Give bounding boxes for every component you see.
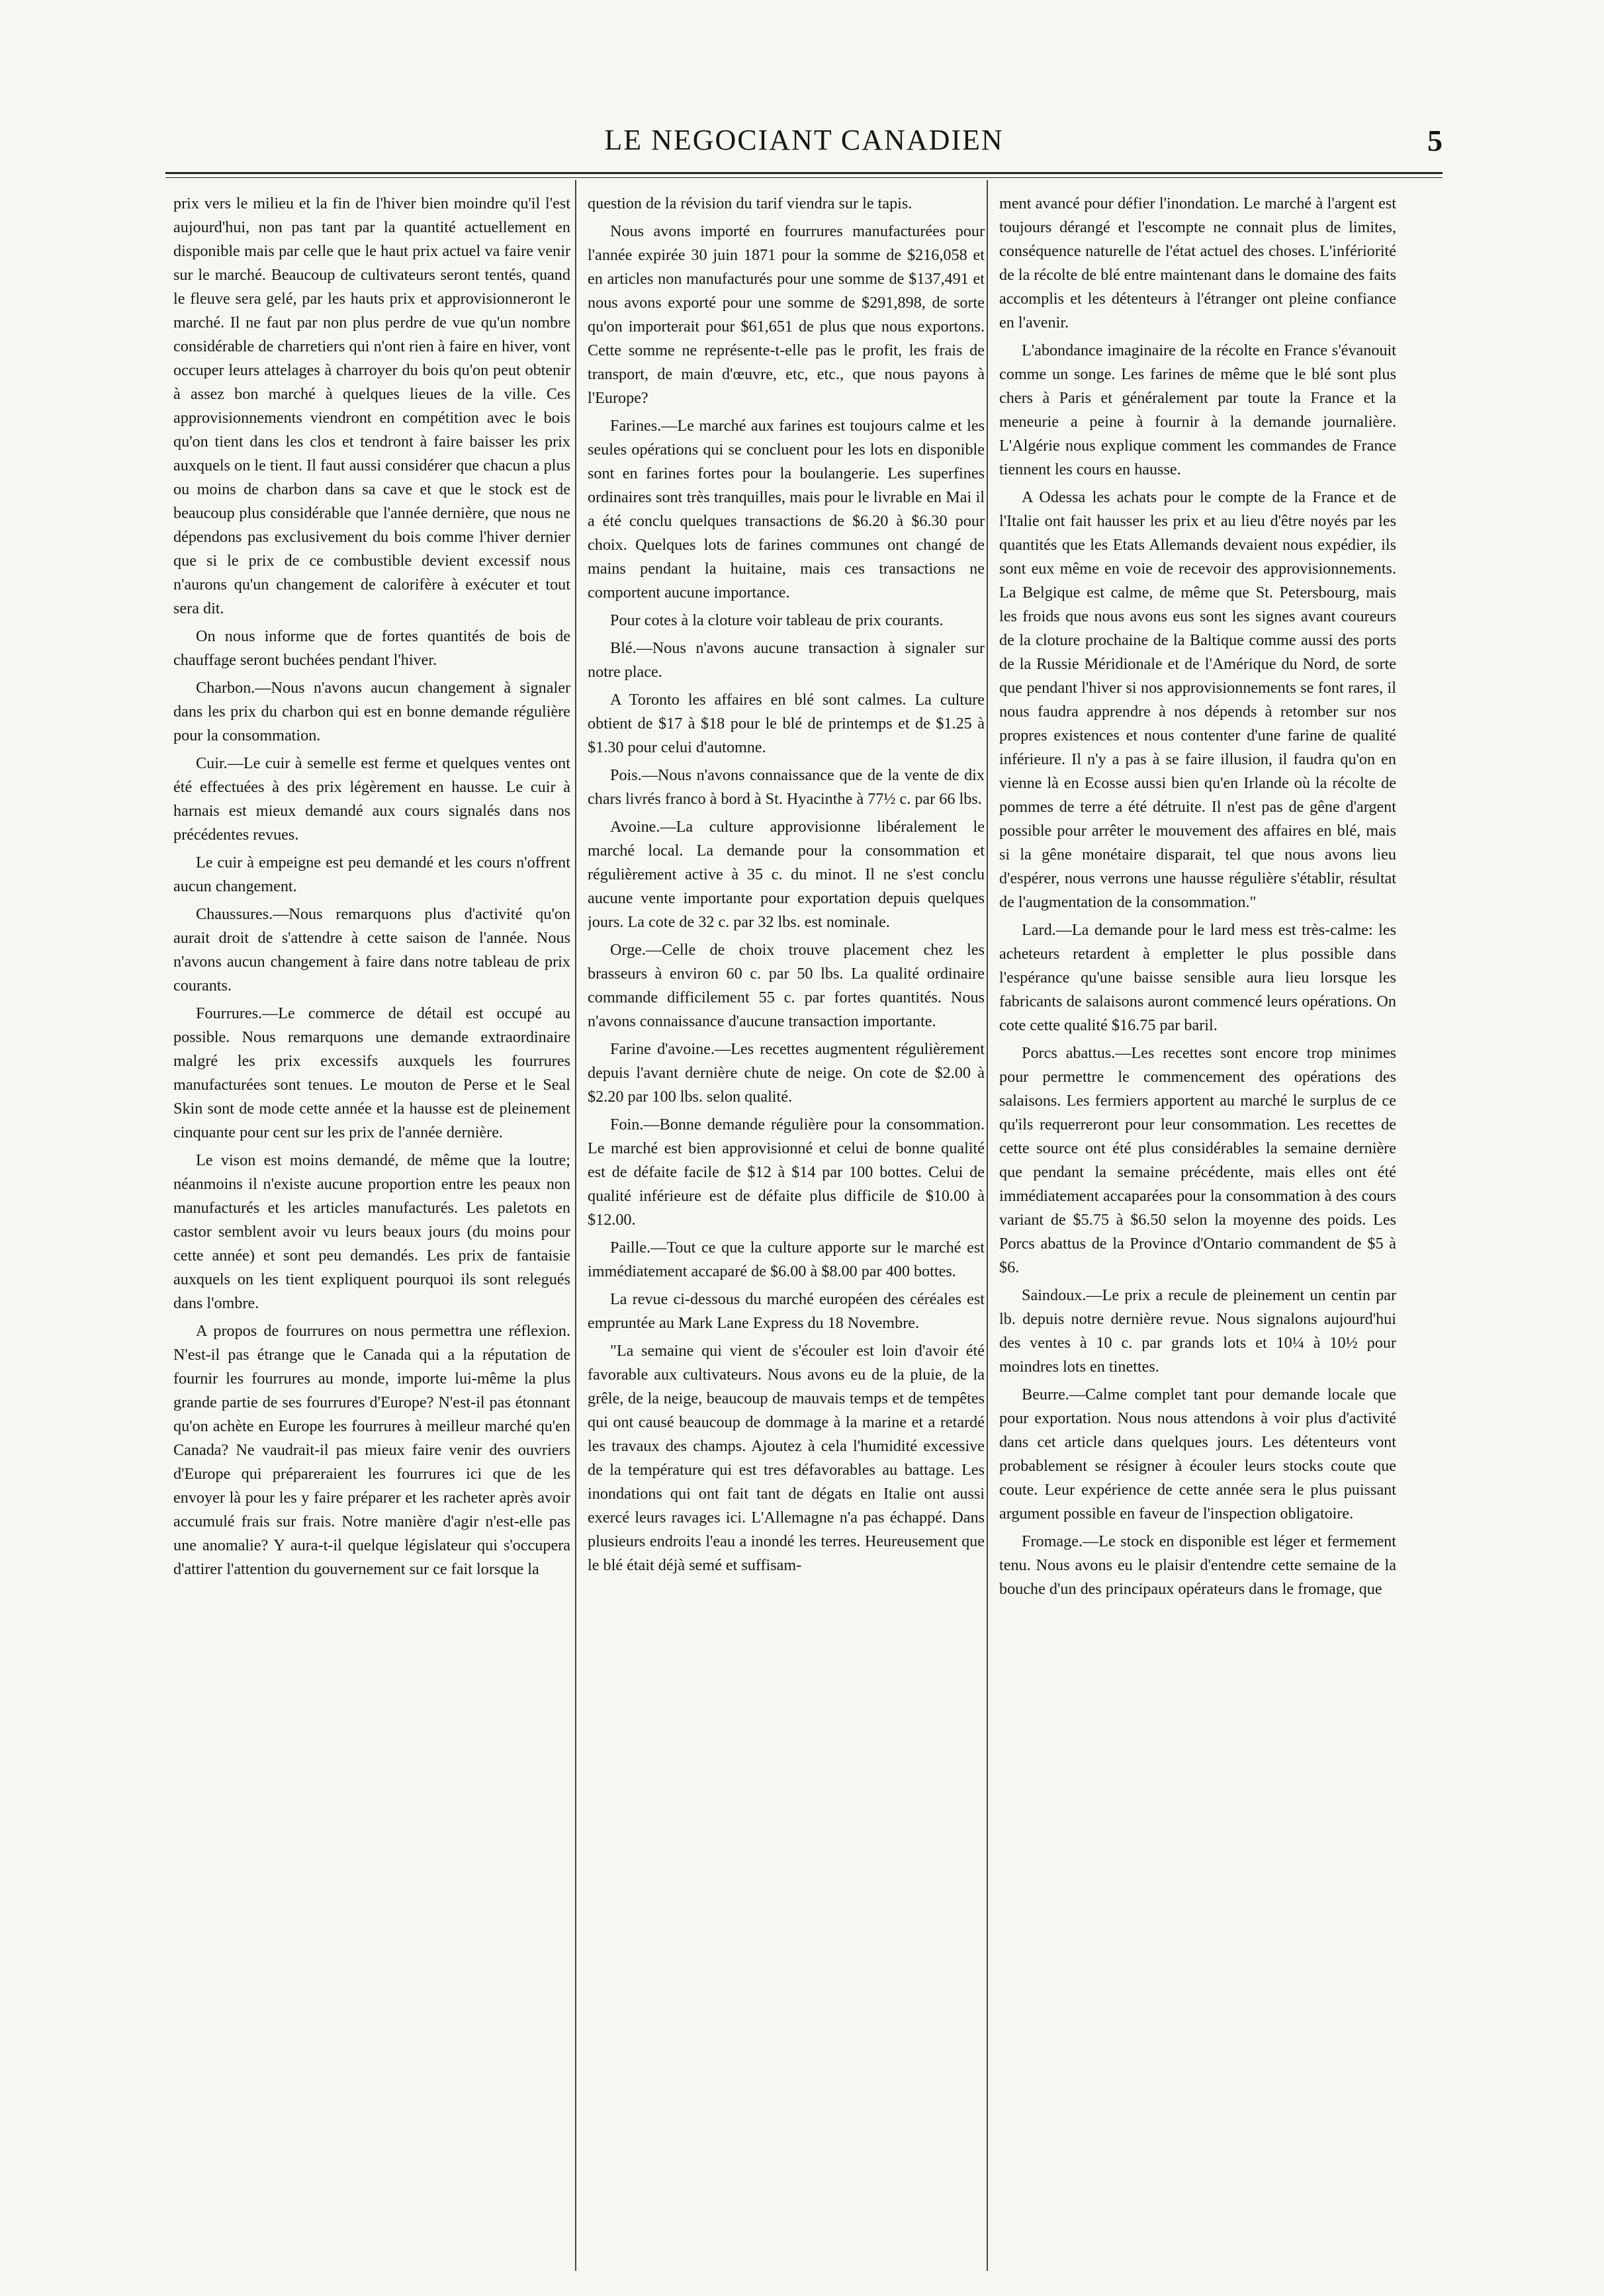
column-1 [173,192,570,2270]
column-3 [999,192,1396,2270]
page-number: 5 [1427,124,1443,157]
paragraph: Nous avons importé en fourrures manufacturées pour l'année expirée 30 juin 1871 pour la somme de $216,058 et en articles non manufacturés pour une somme de $137,491 et nous avons exporté pour une somme de $291,898, de sorte qu'on importerait pour $61,651 de plus que nous exportons. Cette somme ne représente-t-elle pas le profit, les frais de transport, de main d'œuvre, etc, etc., que nous payons à l'Europe? [588,222,985,407]
header-rule-thin [165,177,1443,178]
paragraph: Pour cotes à la cloture voir tableau de prix courants. [610,611,944,629]
paragraph: "La semaine qui vient de s'écouler est loin d'avoir été favorable aux cultivateurs. Nous avons eu de la pluie, de la grêle, de la neige, beaucoup de mauvais temps et de tempêtes qui ont causé beaucoup de dommage à la marine et a retardé les travaux des champs. Ajoutez à cela l'humidité excessive de la température qui est tres défavorables au battage. Les inondations qui ont fait tant de dégats en Italie ont aussi exercé leurs ravages ici. L'Allemagne n'a pas échappé. Dans plusieurs endroits l'eau a inondé les terres. Heureusement que le blé était déjà semé et suffisam- [588,1342,985,1574]
paragraph: L'abondance imaginaire de la récolte en France s'évanouit comme un songe. Les farines de même que le blé sont plus chers à Paris et généralement par toute la France et la meneurie a peine à fournir à la demande journalière. L'Algérie nous explique comment les commandes de France tiennent les cours en hausse. [999,341,1396,478]
paragraph: prix vers le milieu et la fin de l'hiver bien moindre qu'il l'est aujourd'hui, non pas tant par la quantité actuellement en disponible mais par celle que le haut prix actuel va faire venir sur le marché. Beaucoup de cultivateurs seront tentés, quand le fleuve sera gelé, par les hauts prix et approvisionneront le marché. Il ne faut par non plus perdre de vue qu'un nombre considérable de charretiers qui n'ont rien à faire en hiver, vont occuper leurs attelages à charroyer du bois qu'on peut obtenir à assez bon marché à quelques lieues de la ville. Ces approvisionnements viendront en compétition avec le bois qu'on tient dans les clos et tendront à faire baisser les prix auxquels on le tient. Il faut aussi considérer que chacun a plus ou moins de charbon dans sa cave et que le stock est de beaucoup plus considérable que l'année dernière, que nous ne dépendons pas exclusivement du bois comme l'hiver dernier que si le prix de ce combustible devient excessif nous n'aurons qu'un changement de calorifère à exécuter et tout sera dit. [173,195,570,617]
paragraph: La revue ci-dessous du marché européen des céréales est empruntée au Mark Lane Express du 18 Novembre. [588,1290,985,1332]
paragraph: Fromage.—Le stock en disponible est léger et fermement tenu. Nous avons eu le plaisir d'entendre cette semaine de la bouche d'un des principaux opérateurs dans le fromage, que [999,1532,1396,1598]
newspaper-title: LE NEGOCIANT CANADIEN [604,124,1004,156]
paragraph: Beurre.—Calme complet tant pour demande locale que pour exportation. Nous nous attendons à voir plus d'activité dans cet article dans quelques jours. Les détenteurs vont probablement se résigner à écouler leurs stocks coute que coute. Leur expérience de cette année sera le plus puissant argument possible en faveur de l'inspection obligatoire. [999,1386,1396,1523]
paragraph: Chaussures.—Nous remarquons plus d'activité qu'on aurait droit de s'attendre à cette saison de l'année. Nous n'avons aucun changement à faire dans notre tableau de prix courants. [173,905,570,994]
paragraph: Cuir.—Le cuir à semelle est ferme et quelques ventes ont été effectuées à des prix légèrement en hausse. Le cuir à harnais est mieux demandé aux cours signalés dans nos précédentes revues. [173,754,570,844]
header-rule [165,172,1443,174]
paragraph: Blé.—Nous n'avons aucune transaction à signaler sur notre place. [588,639,985,681]
paragraph: Farines.—Le marché aux farines est toujours calme et les seules opérations qui se concluent pour les lots en disponible sont en farines fortes pour la boulangerie. Les superfines ordinaires sont très tranquilles, mais pour le livrable en Mai il a été conclu quelques transactions de $6.20 à $6.30 pour choix. Quelques lots de farines communes ont changé de mains pendant la huitaine, mais ces transactions ne comportent aucune importance. [588,417,985,601]
paragraph: Lard.—La demande pour le lard mess est très-calme: les acheteurs retardent à empletter le plus possible dans l'espérance qu'une baisse sensible aura lieu lorsque les fabricants de salaisons auront commencé leurs opérations. On cote cette qualité $16.75 par baril. [999,921,1396,1034]
masthead [165,123,1443,163]
paragraph: A Toronto les affaires en blé sont calmes. La culture obtient de $17 à $18 pour le blé de printemps et de $1.25 à $1.30 pour celui d'automne. [588,691,985,756]
paragraph: Farine d'avoine.—Les recettes augmentent régulièrement depuis l'avant dernière chute de neige. On cote de $2.00 à $2.20 par 100 lbs. selon qualité. [588,1040,985,1106]
paragraph: Avoine.—La culture approvisionne libéralement le marché local. La demande pour la consommation et régulièrement active à 35 c. du minot. Il ne s'est conclu aucune vente importante pour exportation depuis quelques jours. La cote de 32 c. par 32 lbs. est nominale. [588,818,985,931]
paragraph: Orge.—Celle de choix trouve placement chez les brasseurs à environ 60 c. par 50 lbs. La qualité ordinaire commande difficilement 55 c. par fortes quantités. Nous n'avons connaissance d'aucune transaction importante. [588,941,985,1030]
column-2 [588,192,985,2270]
column-divider [575,180,576,2271]
paragraph: Paille.—Tout ce que la culture apporte sur le marché est immédiatement accaparé de $6.00 à $8.00 par 400 bottes. [588,1239,985,1280]
paragraph: Le vison est moins demandé, de même que la loutre; néanmoins il n'existe aucune proportion entre les peaux non manufacturés et les articles manufacturés. Les paletots en castor semblent avoir vu leurs beaux jours (du moins pour cette année) et sont peu demandés. Les prix de fantaisie auxquels on les tient expliquent pourquoi ils sont relegués dans l'ombre. [173,1151,570,1312]
column-divider [987,180,988,2271]
paragraph: Saindoux.—Le prix a recule de pleinement un centin par lb. depuis notre dernière revue. Nous signalons aujourd'hui des ventes à 10 c. par grands lots et 10¼ à 10½ pour moindres lots en tinettes. [999,1286,1396,1376]
paragraph: On nous informe que de fortes quantités de bois de chauffage seront buchées pendant l'hiver. [173,627,570,669]
paragraph: Fourrures.—Le commerce de détail est occupé au possible. Nous remarquons une demande extraordinaire malgré les prix excessifs auxquels les fourrures manufacturées sont tenues. Le mouton de Perse et le Seal Skin sont de mode cette année et la hausse est de pleinement cinquante pour cent sur les prix de l'année dernière. [173,1004,570,1141]
paragraph: ment avancé pour défier l'inondation. Le marché à l'argent est toujours dérangé et l'escompte ne connait plus de limites, conséquence naturelle de l'état actuel des choses. L'infériorité de la récolte de blé entre maintenant dans le domaine des faits accomplis et les détenteurs à l'étranger ont pleine confiance en l'avenir. [999,195,1396,331]
paragraph: Charbon.—Nous n'avons aucun changement à signaler dans les prix du charbon qui est en bonne demande régulière pour la consommation. [173,679,570,744]
paragraph: Foin.—Bonne demande régulière pour la consommation. Le marché est bien approvisionné et celui de bonne qualité est de défaite facile de $12 à $14 par 100 bottes. Celui de qualité inférieure est de défaite plus difficile de $10.00 à $12.00. [588,1116,985,1229]
paragraph: Porcs abattus.—Les recettes sont encore trop minimes pour permettre le commencement des opérations des salaisons. Les fermiers apportent au marché le surplus de ce qu'ils requerreront pour leur consommation. Les recettes de cette source ont été plus considérables la semaine dernière que pendant la semaine précédente, mais elles ont été immédiatement accaparées pour la consommation à des cours variant de $5.75 à $6.50 selon la moyenne des poids. Les Porcs abattus de la Province d'Ontario commandent de $5 à $6. [999,1044,1396,1276]
paragraph: Pois.—Nous n'avons connaissance que de la vente de dix chars livrés franco à bord à St. Hyacinthe à 77½ c. par 66 lbs. [588,766,985,808]
paragraph: A propos de fourrures on nous permettra une réflexion. N'est-il pas étrange que le Canada qui a la réputation de fournir les fourrures au monde, importe lui-même la plus grande partie de ses fourrures d'Europe? N'est-il pas étonnant qu'on achète en Europe les fourrures à meilleur marché qu'en Canada? Ne vaudrait-il pas mieux faire venir des ouvriers d'Europe qui prépareraient les fourrures ici que de les envoyer là pour les y faire préparer et les racheter après avoir accumulé frais sur frais. Notre manière d'agir n'est-elle pas une anomalie? Y aura-t-il quelque législateur qui s'occupera d'attirer l'attention du gouvernement sur ce fait lorsque la [173,1322,570,1578]
paragraph: A Odessa les achats pour le compte de la France et de l'Italie ont fait hausser les prix et au lieu d'être noyés par les quantités que les Etats Allemands devaient nous expédier, ils sont eux même en voie de recevoir des approvisionnements. La Belgique est calme, de même que St. Petersbourg, mais les froids que nous avons eus sont les signes avant coureurs de la cloture prochaine de la Baltique comme aussi des ports de la Russie Méridionale et de l'Amérique du Nord, de sorte que pendant l'hiver si nos approvisionnements se font rares, il nous faudra apprendre à nos dépends à retomber sur nos propres existences et nous contenter d'une farine de qualité inférieure. Il n'y a pas à se faire illusion, il faudra qu'on en vienne là en Ecosse aussi bien qu'en Irlande où la récolte de pommes de terre a été détruite. Il n'est pas de gêne d'argent possible pour arrêter le mouvement des affaires en blé, mais si la gêne monétaire disparait, tel que nous avons lieu d'espérer, nous verrons une hausse régulière s'établir, résultat de l'augmentation de la consommation." [999,488,1396,911]
paragraph: question de la révision du tarif viendra sur le tapis. [588,195,913,212]
paragraph: Le cuir à empeigne est peu demandé et les cours n'offrent aucun changement. [173,854,570,895]
